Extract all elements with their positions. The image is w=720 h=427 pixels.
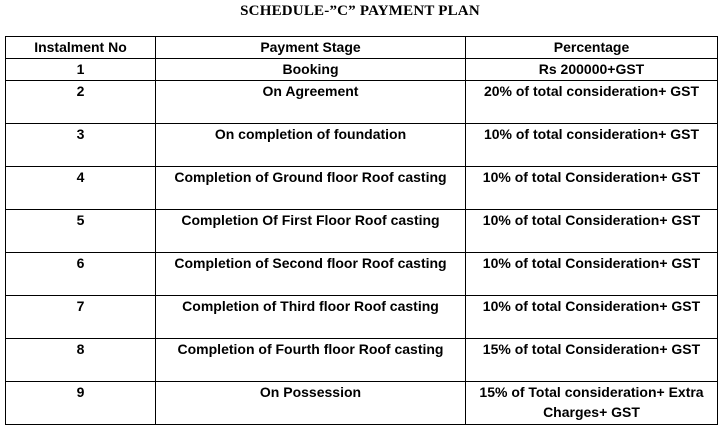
instalment-no-cell: 4 (6, 167, 156, 210)
percentage-cell: 10% of total Consideration+ GST (466, 210, 718, 253)
percentage-cell: 15% of Total consideration+ Extra Charges+ GST (466, 382, 718, 425)
table-row (6, 59, 718, 81)
percentage-cell: 10% of total Consideration+ GST (466, 167, 718, 210)
percentage-cell: 10% of total Consideration+ GST (466, 253, 718, 296)
table-row (6, 124, 718, 167)
table-row (6, 339, 718, 382)
instalment-no-cell: 7 (6, 296, 156, 339)
payment-stage-cell: Completion of Third floor Roof casting (156, 296, 466, 339)
payment-stage-cell: On Agreement (156, 81, 466, 124)
percentage-cell: 10% of total Consideration+ GST (466, 296, 718, 339)
payment-plan-table (5, 36, 718, 425)
instalment-no-cell: 3 (6, 124, 156, 167)
percentage-cell: Rs 200000+GST (466, 59, 718, 81)
instalment-no-cell: 6 (6, 253, 156, 296)
payment-stage-cell: Completion of Ground floor Roof casting (156, 167, 466, 210)
table-header-row (6, 37, 718, 59)
payment-stage-cell: Completion Of First Floor Roof casting (156, 210, 466, 253)
table-row (6, 81, 718, 124)
percentage-cell: 20% of total consideration+ GST (466, 81, 718, 124)
table-row (6, 296, 718, 339)
header-payment-stage: Payment Stage (156, 37, 466, 59)
instalment-no-cell: 5 (6, 210, 156, 253)
header-percentage: Percentage (466, 37, 718, 59)
payment-stage-cell: On completion of foundation (156, 124, 466, 167)
table-row (6, 210, 718, 253)
payment-stage-cell: On Possession (156, 382, 466, 425)
payment-stage-cell: Completion of Second floor Roof casting (156, 253, 466, 296)
instalment-no-cell: 9 (6, 382, 156, 425)
payment-stage-cell: Booking (156, 59, 466, 81)
percentage-cell: 10% of total consideration+ GST (466, 124, 718, 167)
payment-stage-cell: Completion of Fourth floor Roof casting (156, 339, 466, 382)
table-row (6, 382, 718, 425)
table-row (6, 253, 718, 296)
instalment-no-cell: 1 (6, 59, 156, 81)
percentage-cell: 15% of total Consideration+ GST (466, 339, 718, 382)
header-instalment-no: Instalment No (6, 37, 156, 59)
instalment-no-cell: 8 (6, 339, 156, 382)
instalment-no-cell: 2 (6, 81, 156, 124)
table-row (6, 167, 718, 210)
document-title: SCHEDULE-”C” PAYMENT PLAN (240, 3, 480, 19)
